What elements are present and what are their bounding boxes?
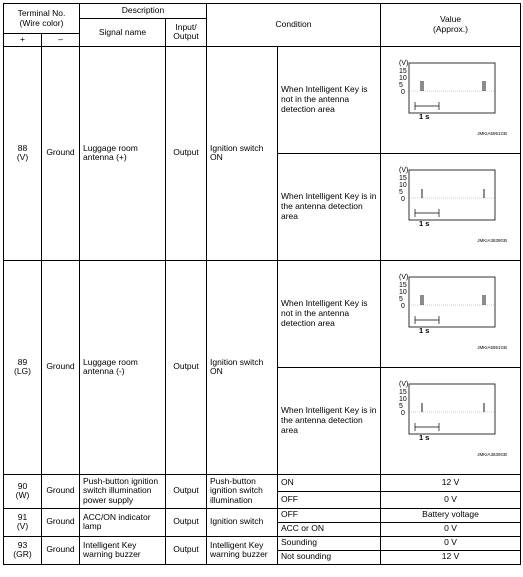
- wire-color: (GR): [13, 549, 32, 560]
- wave-time-scale: 1 s: [418, 325, 429, 335]
- wave-figure-code: JMKIA5951GB: [476, 344, 507, 350]
- value-cell: 12 V: [381, 474, 521, 491]
- terminal-plus-cell: [4, 260, 42, 474]
- wave-ytick: 15: [398, 174, 407, 182]
- waveform-chart: [391, 372, 511, 470]
- terminal-plus-cell: [4, 46, 42, 260]
- wave-time-scale: 1 s: [418, 432, 429, 442]
- waveform-chart: [391, 265, 511, 363]
- io-cell: Output: [166, 536, 207, 564]
- wire-color: (LG): [14, 366, 31, 377]
- terminal-minus-cell: Ground: [42, 474, 80, 508]
- wave-ytick: 10: [398, 395, 407, 403]
- signal-name-header: Signal name: [80, 19, 166, 47]
- wave-unit: (V): [398, 273, 408, 281]
- terminal-minus-cell: Ground: [42, 46, 80, 260]
- wave-ytick: 0: [400, 409, 405, 417]
- signal-name-cell: Push-button ignition switch illumination power supply: [80, 474, 166, 508]
- condition-sub-cell: Not sounding: [278, 550, 381, 564]
- description-header: Description: [80, 4, 207, 19]
- value-label: Value: [439, 14, 462, 25]
- condition-sub-cell: ACC or ON: [278, 522, 381, 536]
- terminal-number: 91: [17, 511, 28, 522]
- condition-sub-cell: Sounding: [278, 536, 381, 550]
- io-cell: Output: [166, 46, 207, 260]
- wave-frame: [409, 277, 495, 327]
- wave-frame: [409, 63, 495, 113]
- approx-label: (Approx.): [433, 23, 468, 34]
- table-row: [4, 260, 521, 367]
- wave-ytick: 15: [398, 388, 407, 396]
- terminal-spec-table: [3, 3, 521, 565]
- terminal-no-header: [4, 4, 80, 34]
- waveform-chart: [391, 51, 511, 149]
- condition-main-cell: Ignition switch: [207, 508, 278, 536]
- value-cell: Battery voltage: [381, 508, 521, 522]
- wire-color: (V): [16, 521, 29, 532]
- wave-ytick: 5: [398, 188, 403, 196]
- condition-main-cell: Ignition switch ON: [207, 46, 278, 260]
- wave-ytick: 10: [398, 288, 407, 296]
- signal-name-cell: ACC/ON indicator lamp: [80, 508, 166, 536]
- terminal-plus-cell: [4, 536, 42, 564]
- wave-ytick: 0: [400, 302, 405, 310]
- condition-sub-cell: OFF: [278, 491, 381, 508]
- wave-ytick: 10: [398, 74, 407, 82]
- waveform-cell: [381, 46, 521, 153]
- wave-ytick: 5: [398, 295, 403, 303]
- wave-unit: (V): [398, 59, 408, 67]
- terminal-plus-cell: [4, 508, 42, 536]
- wave-ytick: 15: [398, 67, 407, 75]
- io-cell: Output: [166, 508, 207, 536]
- wave-pulses: [421, 295, 485, 305]
- wave-pulses: [422, 403, 484, 412]
- signal-name-cell: Luggage room antenna (-): [80, 260, 166, 474]
- wave-ytick: 5: [398, 402, 403, 410]
- terminal-no-label: Terminal No.: [17, 7, 66, 18]
- terminal-number: 89: [17, 356, 28, 367]
- condition-sub-cell: When Intelligent Key is not in the antenna detection area: [278, 46, 381, 153]
- waveform-cell: [381, 153, 521, 260]
- signal-name-cell: Luggage room antenna (+): [80, 46, 166, 260]
- terminal-number: 93: [17, 539, 28, 550]
- wave-pulses: [421, 81, 485, 91]
- wave-unit: (V): [398, 166, 408, 174]
- minus-header: –: [42, 34, 80, 47]
- wave-pulses: [422, 189, 484, 198]
- wave-time-scale: 1 s: [418, 111, 429, 121]
- value-cell: 12 V: [381, 550, 521, 564]
- table-row: [4, 46, 521, 153]
- wave-figure-code: JMKIA3839GB: [476, 451, 507, 457]
- wave-time-scale: 1 s: [418, 218, 429, 228]
- wave-figure-code: JMKIA3839GB: [476, 237, 507, 243]
- wave-ytick: 5: [398, 81, 403, 89]
- condition-sub-cell: When Intelligent Key is not in the antenna detection area: [278, 260, 381, 367]
- value-cell: 0 V: [381, 536, 521, 550]
- waveform-chart: [391, 158, 511, 256]
- wire-color: (W): [15, 490, 30, 501]
- value-cell: 0 V: [381, 522, 521, 536]
- wire-color: (V): [16, 152, 29, 163]
- table-row: [4, 474, 521, 491]
- condition-sub-cell: When Intelligent Key is in the antenna detection area: [278, 153, 381, 260]
- waveform-cell: [381, 260, 521, 367]
- condition-main-cell: Push-button ignition switch illumination: [207, 474, 278, 508]
- signal-name-cell: Intelligent Key warning buzzer: [80, 536, 166, 564]
- wave-ytick: 0: [400, 195, 405, 203]
- input-output-header: Input/ Output: [166, 19, 207, 47]
- terminal-number: 90: [17, 480, 28, 491]
- condition-main-cell: Ignition switch ON: [207, 260, 278, 474]
- wave-unit: (V): [398, 380, 408, 388]
- table-row: [4, 536, 521, 550]
- terminal-plus-cell: [4, 474, 42, 508]
- terminal-minus-cell: Ground: [42, 508, 80, 536]
- waveform-cell: [381, 367, 521, 474]
- condition-sub-cell: OFF: [278, 508, 381, 522]
- wave-ytick: 10: [398, 181, 407, 189]
- wave-ytick: 15: [398, 281, 407, 289]
- value-cell: 0 V: [381, 491, 521, 508]
- condition-header: Condition: [207, 4, 381, 47]
- condition-sub-cell: When Intelligent Key is in the antenna detection area: [278, 367, 381, 474]
- table-row: [4, 508, 521, 522]
- terminal-minus-cell: Ground: [42, 260, 80, 474]
- condition-sub-cell: ON: [278, 474, 381, 491]
- value-header: [381, 4, 521, 47]
- io-cell: Output: [166, 260, 207, 474]
- wire-color-label: (Wire color): [19, 17, 64, 28]
- wave-ytick: 0: [400, 88, 405, 96]
- io-cell: Output: [166, 474, 207, 508]
- terminal-number: 88: [17, 142, 28, 153]
- wave-figure-code: JMKIA5951GB: [476, 130, 507, 136]
- terminal-minus-cell: Ground: [42, 536, 80, 564]
- condition-main-cell: Intelligent Key warning buzzer: [207, 536, 278, 564]
- plus-header: +: [4, 34, 42, 47]
